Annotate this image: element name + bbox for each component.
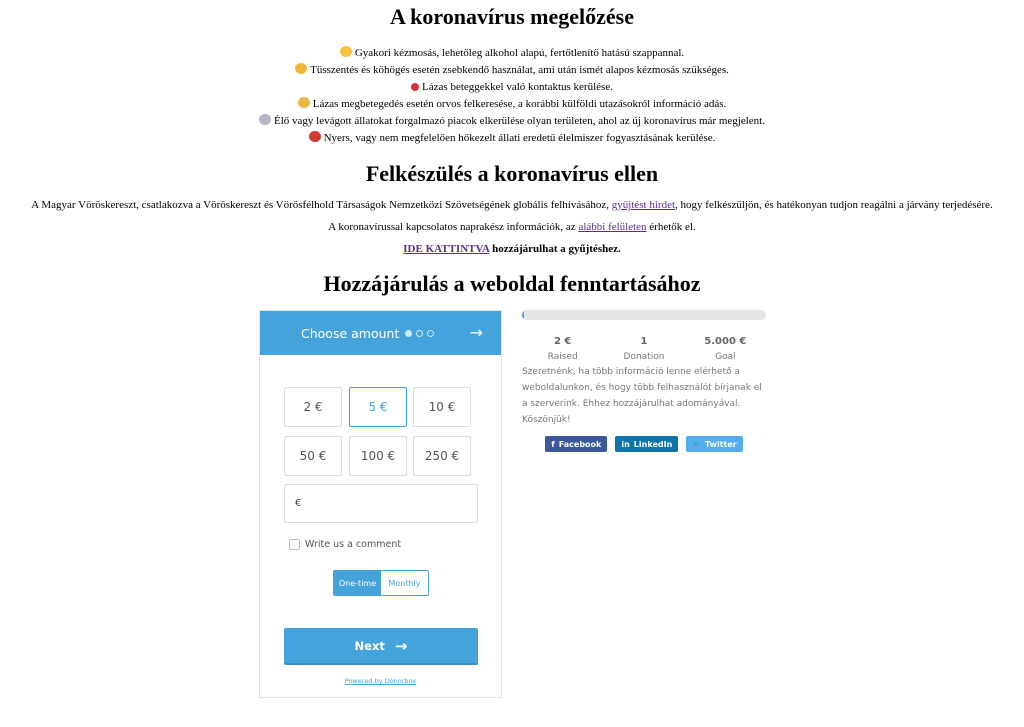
share-label: LinkedIn xyxy=(633,439,673,449)
twitter-share-button[interactable] xyxy=(686,436,742,452)
text: hozzájárulhat a gyűjtéshez. xyxy=(489,243,621,255)
list-item xyxy=(0,113,1024,130)
amount-button[interactable]: 10 € xyxy=(413,387,471,427)
linkedin-share-button[interactable] xyxy=(615,436,678,452)
clapping-hands-icon xyxy=(340,46,352,57)
frequency-toggle xyxy=(333,570,429,596)
info-paragraph xyxy=(0,221,1024,233)
step-dot xyxy=(416,330,423,337)
prevention-list xyxy=(0,45,1024,147)
donate-paragraph xyxy=(0,243,1024,255)
donations-value: 1 xyxy=(640,336,648,347)
list-item xyxy=(0,130,1024,147)
linkedin-icon: in xyxy=(621,439,630,449)
powered-by-link[interactable]: Powered by Donorbox xyxy=(344,677,417,685)
donation-widget xyxy=(259,310,502,698)
custom-amount-input[interactable]: € xyxy=(284,484,478,523)
donations-label: Donation xyxy=(623,352,665,362)
doctor-icon xyxy=(298,97,310,108)
goal-value: 5.000 € xyxy=(704,336,747,347)
arrow-right-icon[interactable]: → xyxy=(469,323,483,342)
arrow-right-icon: → xyxy=(394,636,408,655)
amount-button[interactable]: 100 € xyxy=(349,436,407,476)
checkbox[interactable] xyxy=(289,539,300,550)
prevention-heading: A koronavírus megelőzése xyxy=(389,4,634,29)
red-cross-paragraph xyxy=(0,199,1024,211)
meat-icon xyxy=(309,131,321,142)
list-item xyxy=(0,79,1024,96)
campaign-description: Szeretnénk, ha több információ lenne elérhető a weboldalunkon, és hogy több felhasználót bírjanak el a szerverink. Ehhez hozzájárulhat adományával. Köszönjük! xyxy=(522,367,762,425)
text: A koronavírussal kapcsolatos naprakész információk, az xyxy=(328,221,579,233)
share-label: Twitter xyxy=(704,439,737,449)
thermometer-icon xyxy=(411,83,419,91)
comment-checkbox[interactable] xyxy=(289,539,401,550)
share-buttons xyxy=(522,436,766,452)
text: , hogy felkészüljön, és hatékonyan tudjon reagálni a járvány terjedésére. xyxy=(675,199,993,211)
fundraiser-link[interactable]: gyűjtést hirdet xyxy=(611,199,676,211)
monthly-option[interactable]: Monthly xyxy=(388,578,421,588)
click-here-link[interactable]: IDE KATTINTVA xyxy=(403,243,490,255)
list-item xyxy=(0,62,1024,79)
text: érhetők el. xyxy=(646,221,696,233)
progress-bar xyxy=(522,310,766,320)
list-item-text: Lázas megbetegedés esetén orvos felkeresése, a korábbi külföldi utazásokról információ adás. xyxy=(312,98,727,110)
step-dot xyxy=(405,330,412,337)
one-time-option[interactable]: One-time xyxy=(334,571,381,595)
list-item-text: Tüsszentés és köhögés esetén zsebkendő használat, ami után ismét alapos kézmosás szükséges. xyxy=(310,64,729,76)
amount-button[interactable]: 2 € xyxy=(284,387,342,427)
step-indicator xyxy=(405,330,434,337)
progress-fill xyxy=(522,310,524,320)
checkbox-label: Write us a comment xyxy=(305,539,402,550)
widget-header xyxy=(260,311,501,355)
raised-value: 2 € xyxy=(553,336,572,347)
list-item-text: Gyakori kézmosás, lehetőleg alkohol alapú, fertőtlenítő hatású szappannal. xyxy=(354,47,685,59)
preparation-heading: Felkészülés a koronavírus ellen xyxy=(365,161,659,186)
raised-label: Raised xyxy=(547,352,578,362)
list-item-text: Élő vagy levágott állatokat forgalmazó piacok elkerülése olyan területen, ahol az új koronavírus már megjelent. xyxy=(274,115,765,127)
next-button[interactable] xyxy=(284,628,478,665)
text: A Magyar Vöröskereszt, csatlakozva a Vöröskereszt és Vörösfélhold Társaságok Nemzetközi Szövetségének globális felhívásához, xyxy=(31,199,612,211)
widget-title: Choose amount xyxy=(301,325,400,341)
amount-button-selected[interactable]: 5 € xyxy=(349,387,407,427)
campaign-stats xyxy=(522,336,766,362)
list-item xyxy=(0,96,1024,113)
goal-label: Goal xyxy=(715,352,736,362)
campaign-panel xyxy=(522,310,766,452)
list-item-text: Lázas beteggekkel való kontaktus kerülése. xyxy=(422,81,613,93)
facebook-icon: f xyxy=(551,439,555,449)
facebook-share-button[interactable] xyxy=(545,436,607,452)
amount-button[interactable]: 250 € xyxy=(413,436,471,476)
next-label: Next xyxy=(354,638,385,653)
amount-button[interactable]: 50 € xyxy=(284,436,342,476)
sneezing-face-icon xyxy=(295,63,307,74)
list-item xyxy=(0,45,1024,62)
support-heading: Hozzájárulás a weboldal fenntartásához xyxy=(323,271,701,296)
share-label: Facebook xyxy=(558,439,602,449)
rabbit-icon xyxy=(259,114,271,125)
list-item-text: Nyers, vagy nem megfelelően hőkezelt állati eredetű élelmiszer fogyasztásának kerülése. xyxy=(323,132,716,144)
step-dot xyxy=(427,330,434,337)
twitter-icon: 🐦 xyxy=(692,440,701,448)
info-link[interactable]: alábbi felületen xyxy=(578,221,647,233)
